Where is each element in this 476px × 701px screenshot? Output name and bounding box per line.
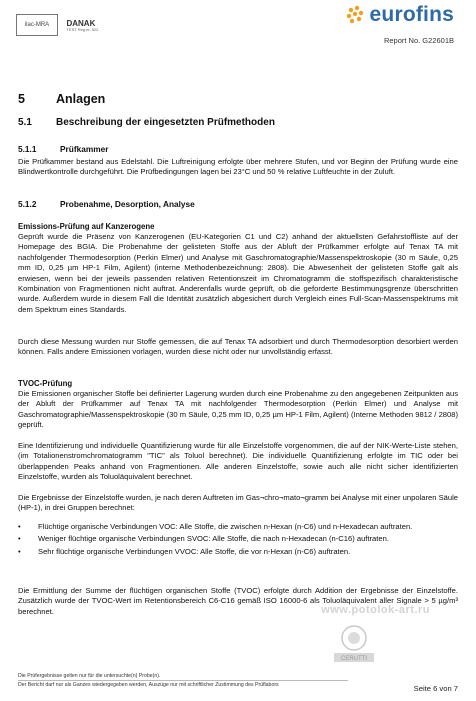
accreditation-logos bbox=[16, 14, 126, 38]
subsection-title: Beschreibung der eingesetzten Prüfmethoden bbox=[56, 117, 275, 128]
danak-logo-text: DANAK bbox=[66, 18, 96, 28]
section-number: 5 bbox=[18, 92, 25, 106]
heading-5-1-1 bbox=[18, 144, 108, 154]
cerutti-seal-icon bbox=[330, 618, 378, 666]
heading-5-1-1-number: 5.1.1 bbox=[18, 144, 37, 154]
heading-5-1-2-number: 5.1.2 bbox=[18, 199, 37, 209]
danak-logo bbox=[66, 19, 98, 32]
section-title: Anlagen bbox=[56, 92, 106, 106]
paragraph-emissions: Geprüft wurde die Präsenz von Kanzerogenen (EU-Kategorien C1 und C2) anhand der aktuellsten Gefahrstoffliste auf der Homepage des BGIA. Die Probenahme der gelisteten Stoffe aus der Abluft der Prüfkammer erfolgte auf Tenax TA mit nachfolgender Thermodesorption (Perkin Elmer) und Analyse mit Gaschromatographie/Massenspektroskopie (30 m Säule, 0,25 mm ID, 0,25 µm HP-1 Film, Agilent) (interne Methodenbezeichnung: 2808). Die Abwesenheit der gelisteten Stoffe galt als erwiesen, wenn bei der jeweils passenden relativen Retentionszeit im Chromatogramm die stoffspezifisch charakteristische Kombination von Fragmentionen nicht auftrat. Anderenfalls wurde geprüft, ob die geforderte Bestimmungsgrenze überschritten wurde. Außerdem wurde in diesem Fall die Identität zusätzlich abgesichert durch Vergleich eines Full-Scan-Massenspektrums mit dem Spektrum eines Standards. bbox=[18, 232, 458, 314]
heading-5-1-2 bbox=[18, 199, 195, 209]
section-heading bbox=[18, 92, 105, 106]
footer-note-1: Die Prüfergebnisse gelten nur für die untersuchte(n) Probe(n). bbox=[18, 673, 161, 679]
heading-tvoc: TVOC-Prüfung bbox=[18, 379, 73, 388]
heading-5-1-1-title: Prüfkammer bbox=[60, 144, 109, 154]
heading-5-1-2-title: Probenahme, Desorption, Analyse bbox=[60, 199, 195, 209]
watermark: www.potolok-art.ru bbox=[321, 604, 430, 616]
bullet-list bbox=[18, 522, 458, 557]
subsection-number: 5.1 bbox=[18, 117, 32, 128]
list-item: • Sehr flüchtige organische Verbindungen VVOC: Alle Stoffe, die vor n-Hexan (n-C6) auftraten. bbox=[18, 546, 351, 556]
paragraph-tvoc: Die Emissionen organischer Stoffe bei definierter Lagerung wurden durch eine Probenahme zu den angegebenen Zeitpunkten aus der Abluft der Prüfkammer auf Tenax TA mit nachfolgender Thermodesorption (Perkin Elmer) und Analyse mit Gaschromatographie/Massenspektroskopie (30 m Säule, 0,25 mm ID, 0,25 µm HP-1 Film, Agilent) (Interne Methoden 9812 / 2808) geprüft. bbox=[18, 389, 458, 430]
list-item: • Weniger flüchtige organische Verbindungen SVOC: Alle Stoffe, die nach n-Hexadecan (n-C16) auftraten. bbox=[18, 534, 389, 544]
eurofins-leaf-icon bbox=[344, 4, 366, 26]
eurofins-logo bbox=[344, 2, 454, 28]
list-item-text: Flüchtige organische Verbindungen VOC: Alle Stoffe, die zwischen n-Hexan (n-C6) und n-Hexadecan auftraten. bbox=[38, 522, 413, 531]
paragraph-tenax: Durch diese Messung wurden nur Stoffe gemessen, die auf Tenax TA adsorbiert und durch Thermodesorption desorbiert werden können. Falls andere Emissionen vorlagen, wurden diese nicht oder nur unvollständig erfasst. bbox=[18, 337, 458, 357]
ilac-logo: ilac-MRA bbox=[16, 14, 58, 36]
footer-divider bbox=[18, 680, 348, 681]
paragraph-results: Die Ergebnisse der Einzelstoffe wurden, je nach deren Auftreten im Gas¬chro¬mato¬gramm bei Analyse mit einer unpolaren Säule (HP-1), in drei Gruppen berechnet: bbox=[18, 493, 458, 513]
brand-name: eurofins bbox=[369, 3, 454, 26]
danak-logo-sub: TEST Reg.nr. 522 bbox=[66, 26, 99, 32]
footer-note-2: Der Bericht darf nur als Ganzes wiedergegeben werden, Auszüge nur mit schriftlicher Zustimmung des Prüflabors bbox=[18, 682, 279, 688]
list-item: • Flüchtige organische Verbindungen VOC: Alle Stoffe, die zwischen n-Hexan (n-C6) und n-Hexadecan auftraten. bbox=[18, 522, 413, 531]
list-item-text: Weniger flüchtige organische Verbindungen SVOC: Alle Stoffe, die nach n-Hexadecan (n-C16) auftraten. bbox=[38, 534, 389, 544]
subsection-heading bbox=[18, 117, 275, 128]
heading-emissions: Emissions-Prüfung auf Kanzerogene bbox=[18, 222, 155, 231]
paragraph-identification: Eine Identifizierung und individuelle Quantifizierung wurde für alle Einzelstoffe vorgenommen, die auf der NIK-Werte-Liste stehen, (im Totalionenstromchromatogramm "TIC" als Toluol berechnet). Die individuelle Quantifizierung erfolgte im TIC oder bei überlappenden Peaks anhand von Fragmentionen. Alle anderen Einzelstoffe, sowie auch alle nicht sicher identifizierten Einzelstoffe, wurden als Toluoläquivalent berechnet. bbox=[18, 441, 458, 482]
page-number: Seite 6 von 7 bbox=[413, 684, 458, 693]
paragraph-tvoc-sum: Die Ermittlung der Summe der flüchtigen organischen Stoffe (TVOC) erfolgte durch Addition der Ergebnisse der Einzelstoffe. Zusätzlich wurde der TVOC-Wert im Retentionsbereich C6-C16 gemäß ISO 16000-6 als Toluoläquivalent aller Signale > 5 µg/m³ berechnet. bbox=[18, 586, 458, 616]
report-number: Report No. G22601B bbox=[383, 36, 454, 45]
paragraph-pruefkammer: Die Prüfkammer bestand aus Edelstahl. Die Luftreinigung erfolgte über mehrere Stufen, und vor Beginn der Prüfung wurde eine Blindwertkontrolle durchgeführt. Die Prüfbedingungen lagen bei 23°C und 50 % relative Luftfeuchte in der Zuluft. bbox=[18, 157, 458, 177]
list-item-text: Sehr flüchtige organische Verbindungen VVOC: Alle Stoffe, die vor n-Hexan (n-C6) auftraten. bbox=[38, 546, 351, 556]
svg-text:CERUTTI: CERUTTI bbox=[341, 656, 367, 662]
